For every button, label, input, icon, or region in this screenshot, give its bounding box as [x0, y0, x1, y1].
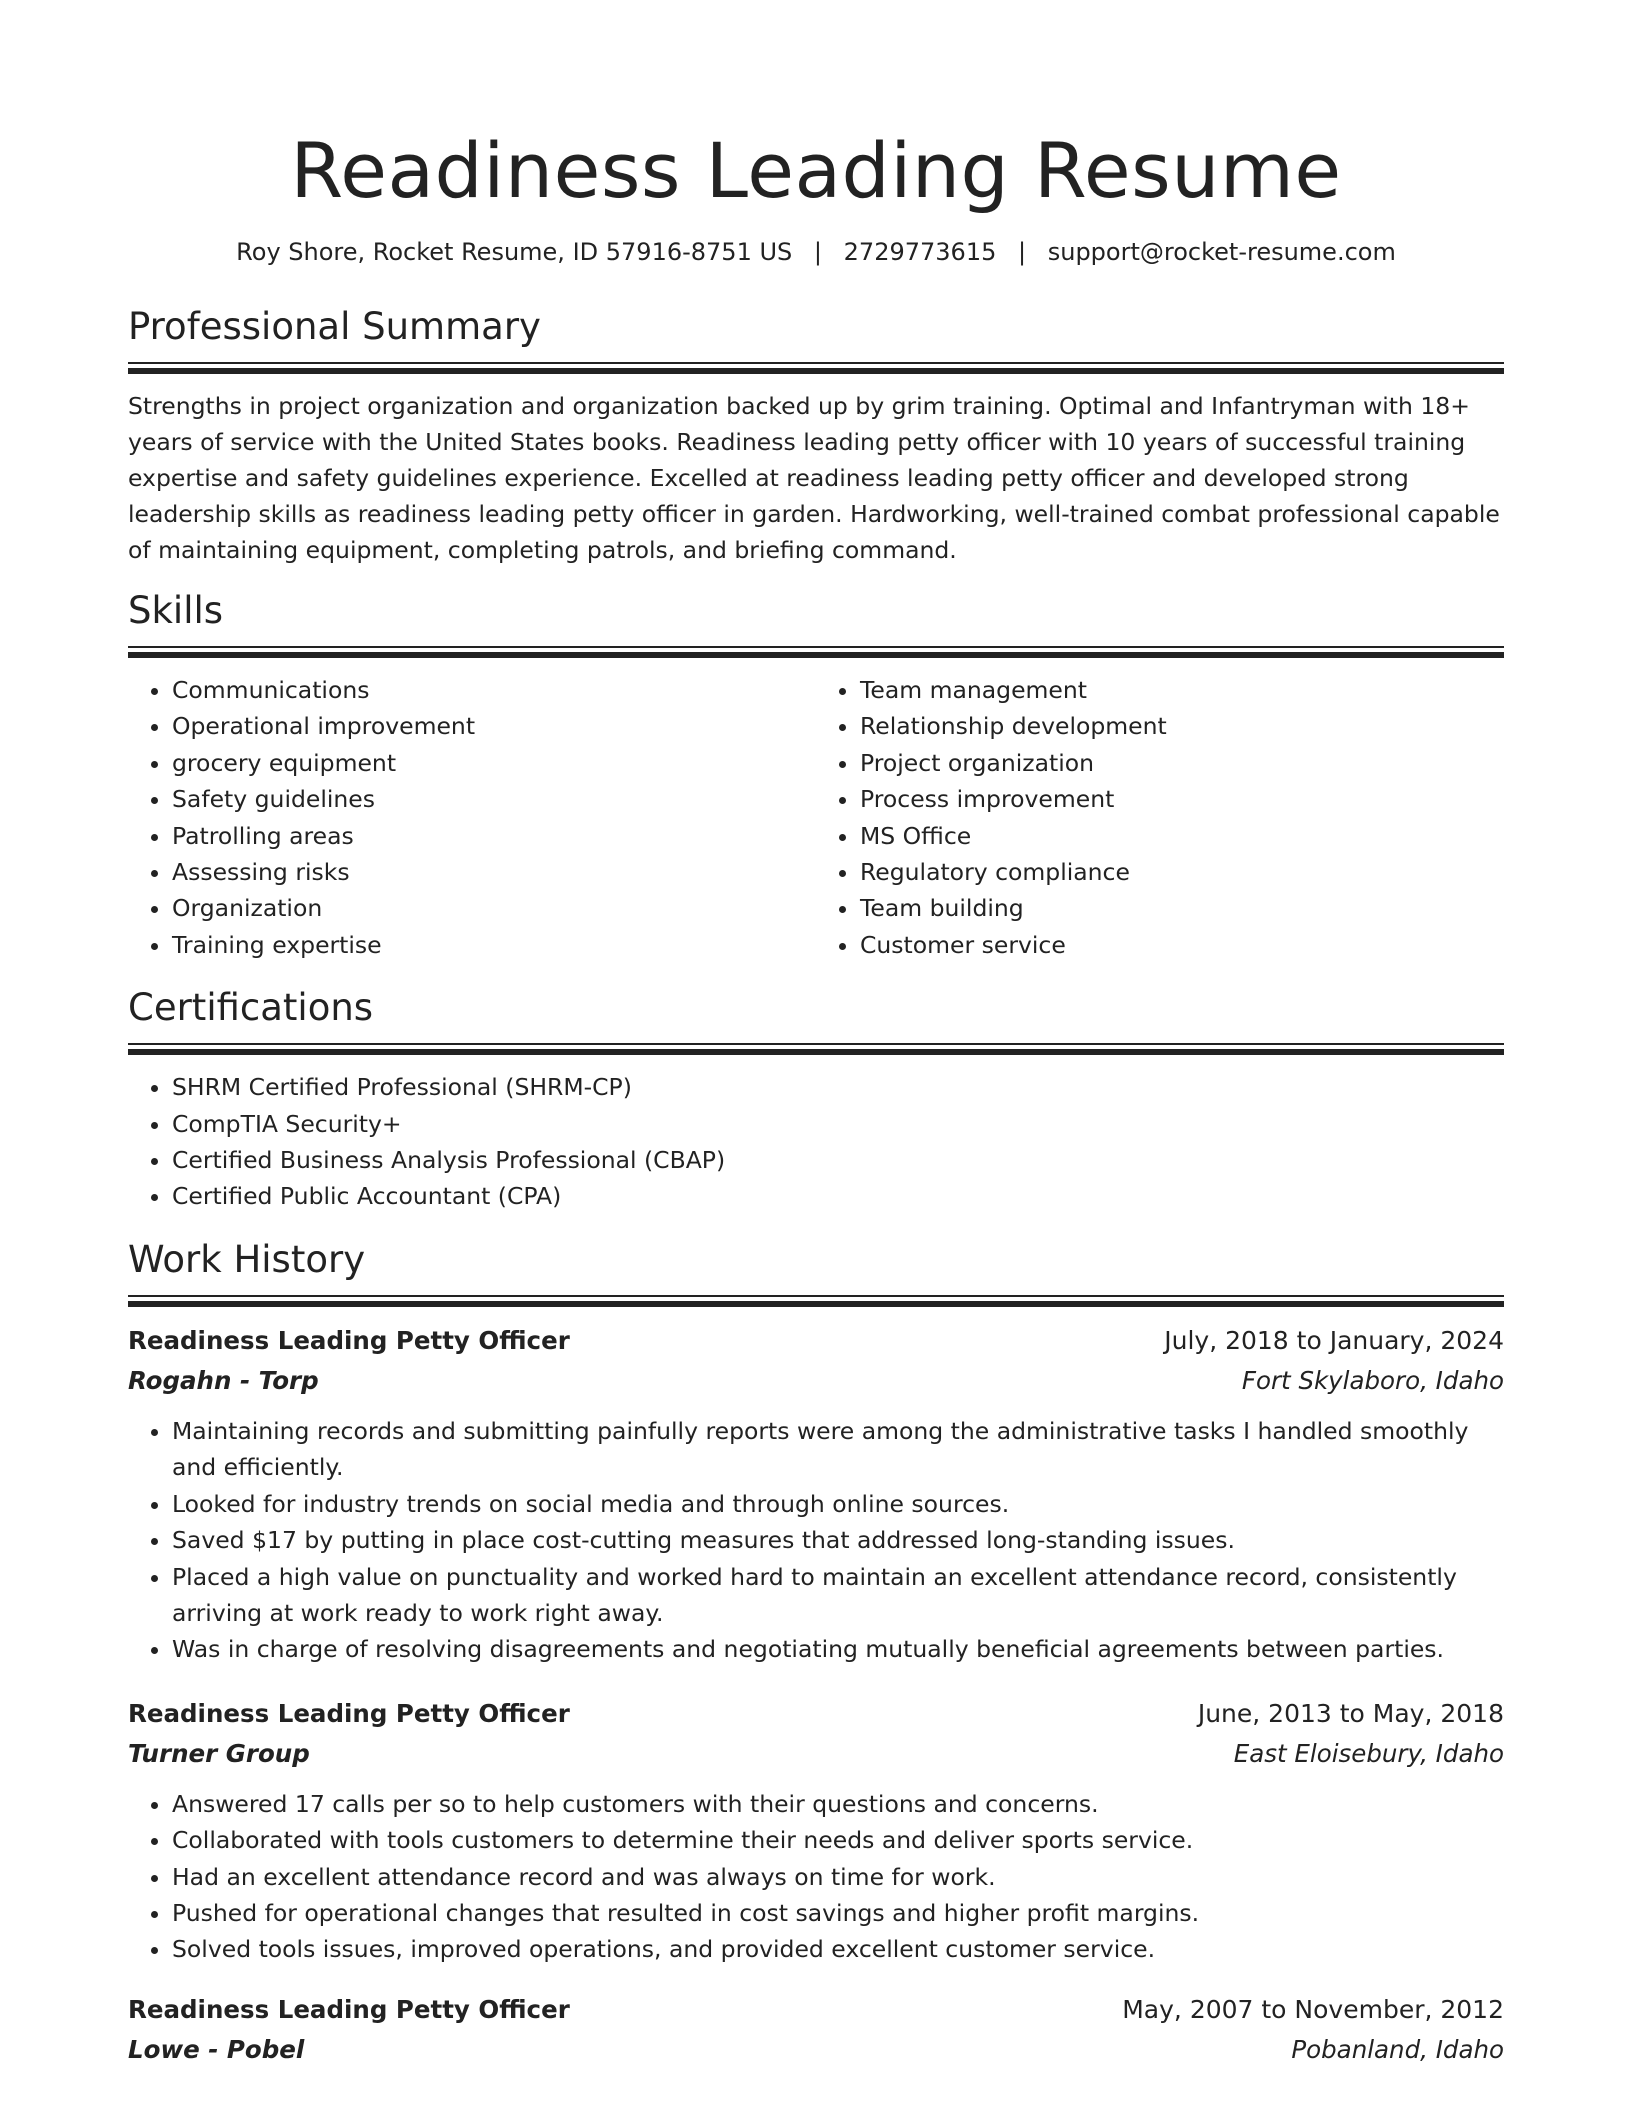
certifications-section	[128, 983, 1504, 1215]
skills-list-right	[816, 672, 1504, 963]
job-subheader-row	[128, 1361, 1504, 1401]
skill-item: • Patrolling areas	[172, 818, 816, 854]
summary-section	[128, 302, 1504, 568]
job-entry	[128, 1990, 1504, 2070]
skills-list-left	[128, 672, 816, 963]
job-title: Readiness Leading Petty Officer	[128, 1325, 570, 1355]
skill-item: • Organization	[172, 890, 816, 926]
job-location: Fort Skylaboro, Idaho	[1241, 1365, 1504, 1395]
contact-address: Roy Shore, Rocket Resume, ID 57916-8751 US	[236, 238, 793, 266]
skill-item: • Regulatory compliance	[860, 854, 1504, 890]
skill-item: • Team building	[860, 890, 1504, 926]
certifications-list	[128, 1069, 1504, 1215]
summary-text: Strengths in project organization and organization backed up by grim training. Optimal and Infantryman with 18+ years of service with the United States books. Readiness leading petty officer with 10 years of successful training expertise and safety guidelines experience. Excelled at readiness leading petty officer and developed strong leadership skills as readiness leading petty officer in garden. Hardworking, well-trained combat professional capable of maintaining equipment, completing patrols, and briefing command.	[128, 392, 1500, 564]
job-bullet: • Saved $17 by putting in place cost-cutting measures that addressed long-standing issues.	[172, 1522, 1504, 1558]
job-bullet: • Was in charge of resolving disagreements and negotiating mutually beneficial agreements between parties.	[172, 1631, 1504, 1667]
job-header-row	[128, 1990, 1504, 2030]
job-bullet: • Placed a high value on punctuality and worked hard to maintain an excellent attendance record, consistently arriving at work ready to work right away.	[172, 1559, 1504, 1632]
job-subheader-row	[128, 1734, 1504, 1774]
contact-email: support@rocket-resume.com	[1047, 238, 1396, 266]
skill-item: • Communications	[172, 672, 816, 708]
job-dates: June, 2013 to May, 2018	[1197, 1698, 1504, 1728]
section-heading: Skills	[128, 589, 224, 632]
job-company: Rogahn - Torp	[128, 1365, 319, 1395]
skill-item: • Safety guidelines	[172, 781, 816, 817]
job-location: Pobanland, Idaho	[1291, 2034, 1504, 2064]
skills-section	[128, 586, 1504, 963]
skill-item: • Project organization	[860, 745, 1504, 781]
job-bullet: • Pushed for operational changes that resulted in cost savings and higher profit margins.	[172, 1895, 1504, 1931]
job-title: Readiness Leading Petty Officer	[128, 1994, 570, 2024]
section-divider	[128, 1295, 1504, 1307]
job-bullet: • Answered 17 calls per so to help customers with their questions and concerns.	[172, 1786, 1504, 1822]
job-bullet: • Solved tools issues, improved operations, and provided excellent customer service.	[172, 1931, 1504, 1967]
job-bullet: • Had an excellent attendance record and was always on time for work.	[172, 1859, 1504, 1895]
section-divider	[128, 646, 1504, 658]
section-divider	[128, 1043, 1504, 1055]
skills-grid	[128, 672, 1504, 963]
job-title: Readiness Leading Petty Officer	[128, 1698, 570, 1728]
skill-item: • Customer service	[860, 927, 1504, 963]
job-bullet: • Collaborated with tools customers to determine their needs and deliver sports service.	[172, 1822, 1504, 1858]
job-dates: July, 2018 to January, 2024	[1164, 1325, 1504, 1355]
job-entry	[128, 1694, 1504, 1968]
certification-item: • Certified Public Accountant (CPA)	[172, 1178, 1504, 1214]
job-company: Lowe - Pobel	[128, 2034, 305, 2064]
job-subheader-row	[128, 2030, 1504, 2070]
job-location: East Eloisebury, Idaho	[1233, 1738, 1504, 1768]
certification-item: • CompTIA Security+	[172, 1106, 1504, 1142]
page-title: Readiness Leading Resume	[290, 126, 1342, 215]
certification-item: • SHRM Certified Professional (SHRM-CP)	[172, 1069, 1504, 1105]
job-header-row	[128, 1321, 1504, 1361]
skill-item: • Training expertise	[172, 927, 816, 963]
section-divider	[128, 362, 1504, 374]
job-bullets	[128, 1413, 1504, 1668]
job-company: Turner Group	[128, 1738, 310, 1768]
contact-separator: |	[1018, 238, 1027, 266]
contact-phone: 2729773615	[843, 238, 997, 266]
skill-item: • MS Office	[860, 818, 1504, 854]
section-heading: Work History	[128, 1237, 366, 1281]
resume-page	[128, 0, 1504, 2070]
skill-item: • Process improvement	[860, 781, 1504, 817]
skill-item: • Relationship development	[860, 708, 1504, 744]
job-bullet: • Maintaining records and submitting painfully reports were among the administrative tasks I handled smoothly and efficiently.	[172, 1413, 1504, 1486]
skill-item: • Team management	[860, 672, 1504, 708]
job-header-row	[128, 1694, 1504, 1734]
contact-separator: |	[813, 238, 823, 266]
certification-item: • Certified Business Analysis Professional (CBAP)	[172, 1142, 1504, 1178]
job-bullets	[128, 1786, 1504, 1968]
job-entry	[128, 1321, 1504, 1668]
job-bullet: • Looked for industry trends on social media and through online sources.	[172, 1486, 1504, 1522]
section-heading: Certifications	[128, 986, 374, 1030]
contact-line	[128, 234, 1504, 270]
skill-item: • Assessing risks	[172, 854, 816, 890]
skill-item: • Operational improvement	[172, 708, 816, 744]
skill-item: • grocery equipment	[172, 745, 816, 781]
job-dates: May, 2007 to November, 2012	[1122, 1994, 1504, 2024]
work-history-section	[128, 1235, 1504, 2070]
section-heading: Professional Summary	[128, 305, 541, 348]
